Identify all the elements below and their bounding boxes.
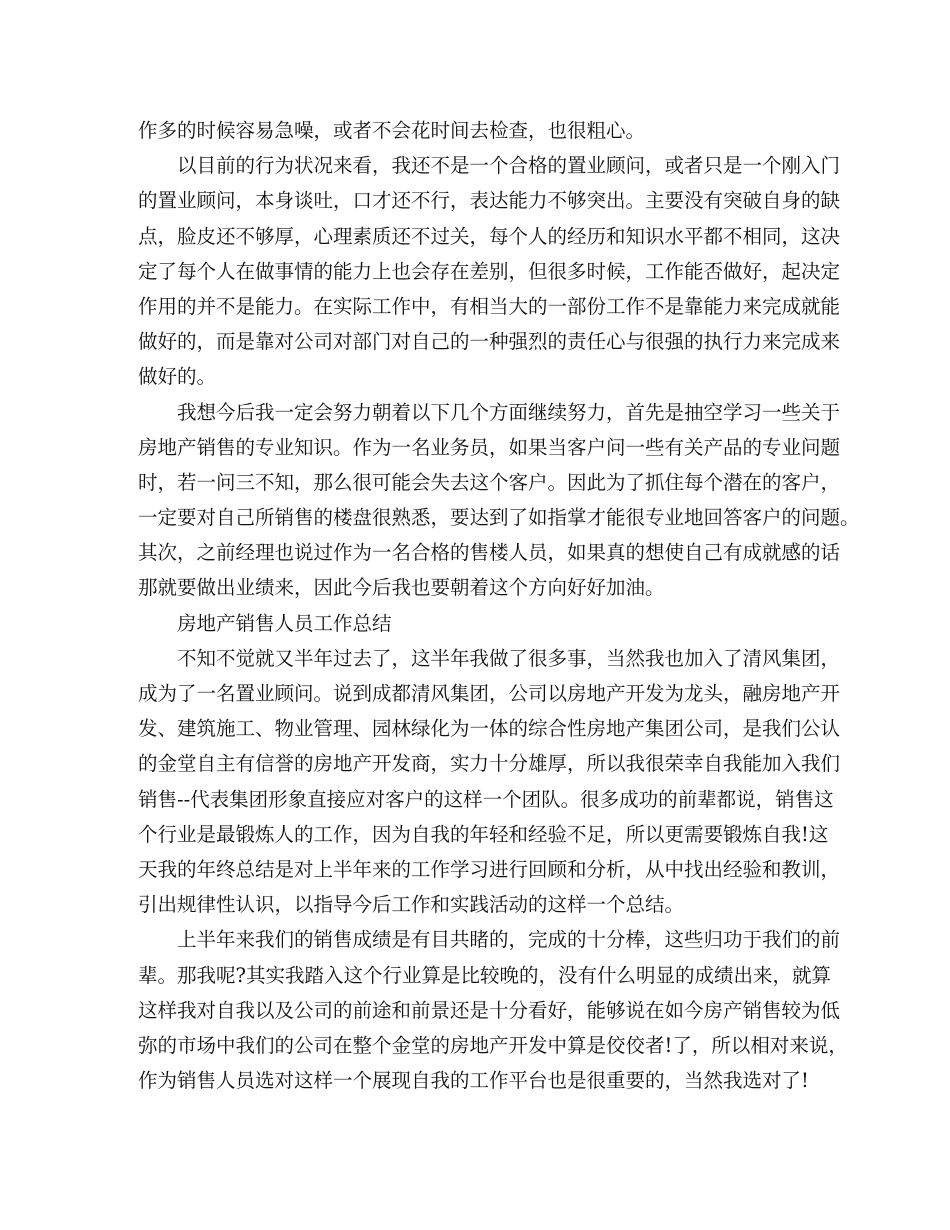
text-line: 发、建筑施工、物业管理、园林绿化为一体的综合性房地产集团公司，是我们公认: [138, 717, 841, 741]
text-line: 时，若一问三不知，那么很可能会失去这个客户。因此为了抓住每个潜在的客户，: [138, 470, 841, 494]
text-line: 其次，之前经理也说过作为一名合格的售楼人员，如果真的想使自己有成就感的话: [138, 541, 841, 565]
document-body: [138, 113, 860, 1098]
text-line: 房地产销售的专业知识。作为一名业务员，如果当客户问一些有关产品的专业问题: [138, 435, 841, 459]
text-line: 弥的市场中我们的公司在整个金堂的房地产开发中算是佼佼者!了，所以相对来说，: [138, 1033, 848, 1057]
text-line: 以目前的行为状况来看，我还不是一个合格的置业顾问，或者只是一个刚入门: [177, 154, 841, 178]
text-line: 点，脸皮还不够厚，心理素质还不过关，每个人的经历和知识水平都不相同，这决: [138, 224, 841, 248]
text-line: 作为销售人员选对这样一个展现自我的工作平台也是很重要的，当然我选对了!: [138, 1069, 809, 1093]
text-line: 定了每个人在做事情的能力上也会存在差别，但很多时候，工作能否做好，起决定: [138, 259, 841, 283]
text-line: 那就要做出业绩来，因此今后我也要朝着这个方向好好加油。: [138, 576, 665, 600]
text-line: 一定要对自己所销售的楼盘很熟悉，要达到了如指掌才能很专业地回答客户的问题。: [138, 506, 860, 530]
text-line: 做好的，而是靠对公司对部门对自己的一种强烈的责任心与很强的执行力来完成来: [138, 330, 841, 354]
text-line: 销售--代表集团形象直接应对客户的这样一个团队。很多成功的前辈都说，销售这: [138, 787, 834, 811]
text-line: 引出规律性认识，以指导今后工作和实践活动的这样一个总结。: [138, 893, 685, 917]
text-line: 成为了一名置业顾问。说到成都清风集团，公司以房地产开发为龙头，融房地产开: [138, 682, 841, 705]
section-heading: 房地产销售人员工作总结: [177, 611, 392, 635]
text-line: 天我的年终总结是对上半年来的工作学习进行回顾和分析，从中找出经验和教训，: [138, 857, 841, 881]
text-line: 的置业顾问，本身谈吐，口才还不行，表达能力不够突出。主要没有突破自身的缺: [138, 189, 841, 213]
text-line: 这样我对自我以及公司的前途和前景还是十分看好，能够说在如今房产销售较为低: [138, 998, 841, 1022]
text-line: 个行业是最锻炼人的工作，因为自我的年轻和经验不足，所以更需要锻炼自我!这: [138, 822, 829, 846]
text-line: 作用的并不是能力。在实际工作中，有相当大的一部份工作不是靠能力来完成就能: [138, 294, 841, 318]
text-line: 做好的。: [138, 365, 217, 389]
text-line: 作多的时候容易急噪，或者不会花时间去检查，也很粗心。: [138, 119, 646, 142]
text-line: 的金堂自主有信誉的房地产开发商，实力十分雄厚，所以我很荣幸自我能加入我们: [138, 752, 841, 776]
text-line: 辈。那我呢?其实我踏入这个行业算是比较晚的，没有什么明显的成绩出来，就算: [138, 963, 831, 987]
text-line: 上半年来我们的销售成绩是有目共睹的，完成的十分棒，这些归功于我们的前: [177, 928, 841, 952]
text-line: 不知不觉就又半年过去了，这半年我做了很多事，当然我也加入了清风集团，: [177, 646, 841, 670]
text-line: 我想今后我一定会努力朝着以下几个方面继续努力，首先是抽空学习一些关于: [177, 400, 841, 424]
